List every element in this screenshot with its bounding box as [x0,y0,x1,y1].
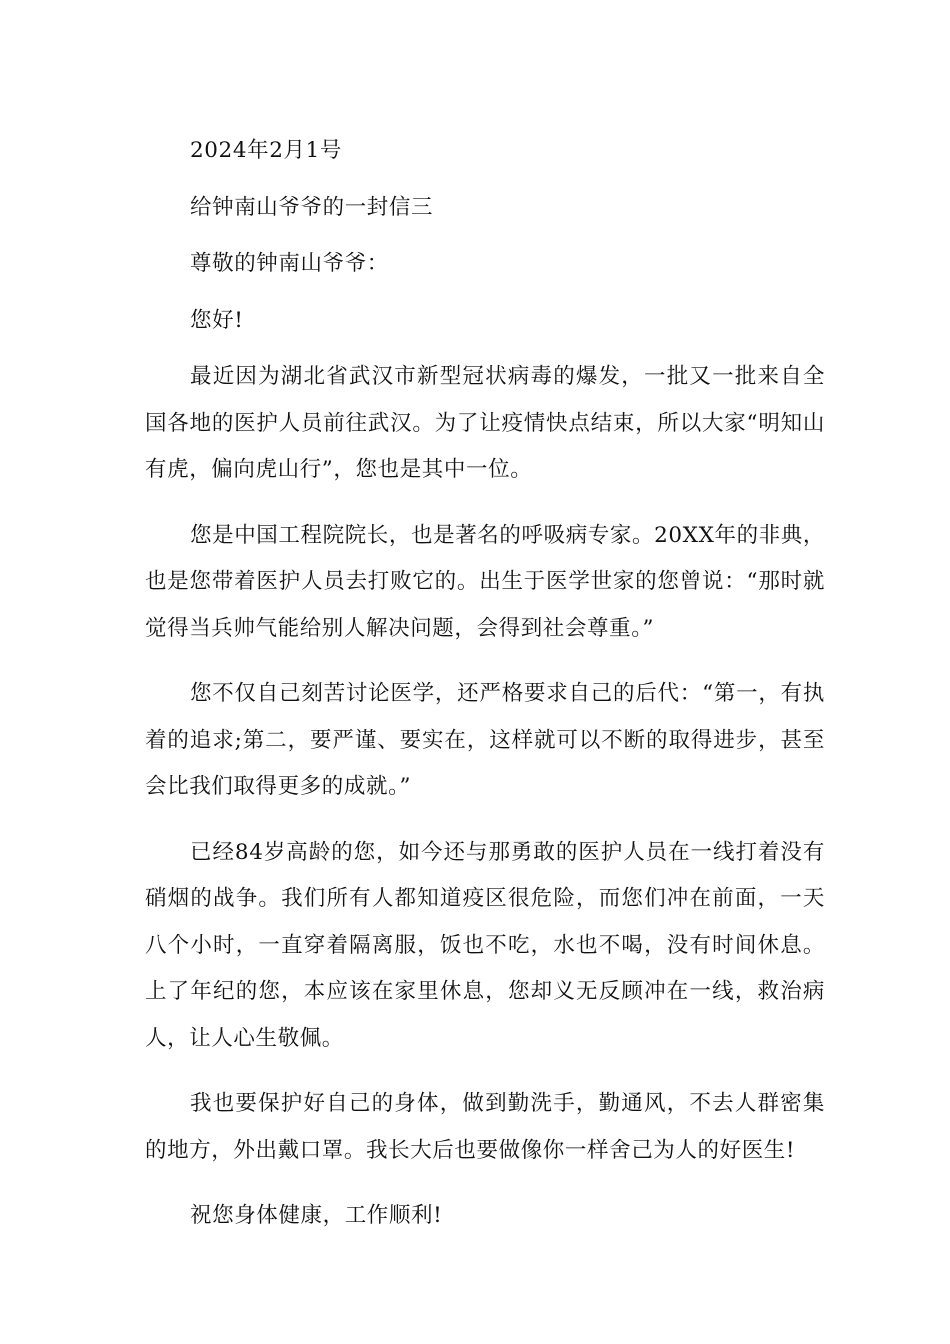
letter-date: 2024年2月1号 [190,138,342,163]
letter-body [145,128,825,1250]
letter-closing: 祝您身体健康，工作顺利! [190,1203,443,1228]
letter-paragraph-5: 我也要保护好自己的身体，做到勤洗手，勤通风，不去人群密集的地方，外出戴口罩。我长大后也要做像你一样舍己为人的好医生! [145,1091,825,1163]
letter-greeting: 您好! [190,307,244,333]
letter-salutation: 尊敬的钟南山爷爷： [190,251,389,276]
letter-paragraph-3: 您不仅自己刻苦讨论医学，还严格要求自己的后代：“第一，有执着的追求;第二，要严谨、要实在，这样就可以不断的取得进步，甚至会比我们取得更多的成就。” [145,681,825,799]
letter-title: 给钟南山爷爷的一封信三 [190,194,434,220]
letter-paragraph-2: 您是中国工程院院长，也是著名的呼吸病专家。20XX年的非典，也是您带着医护人员去打败它的。出生于医学世家的您曾说：“那时就觉得当兵帅气能给别人解决问题，会得到社会尊重。” [145,522,825,641]
letter-paragraph-4: 已经84岁高龄的您，如今还与那勇敢的医护人员在一线打着没有硝烟的战争。我们所有人都知道疫区很危险，而您们冲在前面，一天八个小时，一直穿着隔离服，饭也不吃，水也不喝，没有时间休息。上了年纪的您，本应该在家里休息，您却义无反顾冲在一线，救治病人，让人心生敬佩。 [145,839,825,1051]
letter-paragraph-1: 最近因为湖北省武汉市新型冠状病毒的爆发，一批又一批来自全国各地的医护人员前往武汉。为了让疫情快点结束，所以大家“明知山有虎，偏向虎山行”，您也是其中一位。 [145,364,825,482]
